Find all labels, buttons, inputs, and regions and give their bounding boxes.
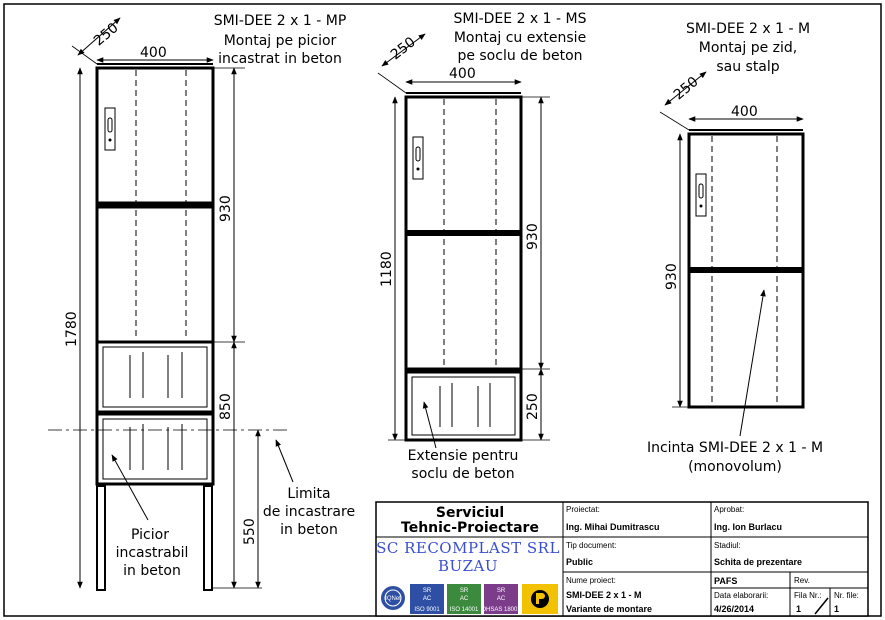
limit-label-3: in beton <box>280 522 338 538</box>
mp-leg-left <box>97 486 105 590</box>
ms-base-extension <box>406 372 521 440</box>
tb-project-value-1: SMI-DEE 2 x 1 - M <box>566 590 642 600</box>
tb-doctype-label: Tip document: <box>566 541 617 550</box>
m-door-lock-icon <box>696 174 706 216</box>
svg-text:AC: AC <box>459 596 469 602</box>
ms-depth-dim: 250 <box>387 34 419 64</box>
m-title: SMI-DEE 2 x 1 - M <box>685 21 811 37</box>
mp-total-height-dim: 1780 <box>64 311 80 347</box>
ms-base-height-dim: 250 <box>525 393 541 420</box>
iqnet-logo-icon <box>381 586 405 610</box>
ext-label-1: Extensie pentru <box>407 448 519 464</box>
mp-cabinet-height-dim: 930 <box>218 195 234 222</box>
mp-leg-right <box>204 486 212 590</box>
ms-subtitle-1: Montaj cu extensie <box>453 30 587 46</box>
mp-door-lock-icon <box>105 108 115 150</box>
tb-date-value: 4/26/2014 <box>714 604 755 614</box>
mp-subtitle-1: Montaj pe picior <box>223 33 337 49</box>
tb-sheets-value: 1 <box>834 604 840 614</box>
mp-extension-lower <box>97 414 213 484</box>
tb-approved-value: Ing. Ion Burlacu <box>714 522 783 532</box>
ms-door-lock-icon <box>413 137 423 179</box>
svg-text:AC: AC <box>496 596 506 602</box>
tb-approved-label: Aprobat: <box>714 505 745 514</box>
tb-rev-label: Rev. <box>794 576 810 585</box>
ms-title: SMI-DEE 2 x 1 - MS <box>453 11 587 27</box>
limit-label-1: Limita <box>287 486 331 502</box>
tb-project-value-2: Variante de montare <box>566 604 653 614</box>
tb-stage-value: Schita de prezentare <box>714 557 803 567</box>
variant-mp-drawing <box>48 13 355 590</box>
ms-width-dim: 400 <box>449 66 476 82</box>
tb-designed-label: Proiectat: <box>566 505 600 514</box>
iso9001-logo-icon <box>410 584 444 614</box>
recomplast-logo-icon <box>522 584 558 614</box>
iso14001-logo-icon <box>447 584 481 614</box>
ext-label-2: soclu de beton <box>411 466 515 482</box>
m-subtitle-2: sau stalp <box>716 59 780 75</box>
limit-label-2: de incastrare <box>262 504 356 520</box>
tb-dept-line-1: Serviciul <box>435 505 505 521</box>
tb-doctype-value: Public <box>566 557 594 567</box>
tb-sheet-label: Fila Nr.: <box>794 591 822 600</box>
m-depth-dim: 250 <box>670 73 702 104</box>
mp-extension-upper <box>97 342 213 412</box>
tb-stage-label: Stadiul: <box>714 541 741 550</box>
m-subtitle-1: Montaj pe zid, <box>698 40 798 56</box>
svg-text:OHSAS 18001: OHSAS 18001 <box>481 607 521 613</box>
tb-code-value: PAFS <box>714 576 738 586</box>
mp-width-dim: 400 <box>140 45 167 61</box>
svg-text:SR: SR <box>496 588 506 594</box>
tb-company-line-1: SC RECOMPLAST SRL <box>376 539 560 557</box>
enc-label-1: Incinta SMI-DEE 2 x 1 - M <box>646 440 824 456</box>
mp-leg-height-dim: 550 <box>242 518 258 545</box>
tb-date-label: Data elaborarii: <box>714 591 769 600</box>
legs-label-3: in beton <box>123 563 181 579</box>
mp-depth-dim: 250 <box>90 19 122 50</box>
ms-subtitle-2: pe soclu de beton <box>457 48 583 64</box>
ms-cabinet-height-dim: 930 <box>525 223 541 250</box>
title-block <box>376 502 868 616</box>
tb-dept-line-2: Tehnic-Proiectare <box>401 520 539 536</box>
svg-text:SR: SR <box>459 588 469 594</box>
tb-project-label: Nume proiect: <box>566 576 616 585</box>
ohsas-logo-icon <box>481 584 521 614</box>
mp-title: SMI-DEE 2 x 1 - MP <box>213 13 347 29</box>
mp-middle-height-dim: 850 <box>218 393 234 420</box>
variant-m-drawing <box>647 21 823 475</box>
tb-sheets-label: Nr. file: <box>834 591 859 600</box>
svg-text:AC: AC <box>422 596 432 602</box>
mp-subtitle-2: incastrat in beton <box>218 51 342 67</box>
variant-ms-drawing <box>378 11 587 482</box>
svg-text:ISO 14001: ISO 14001 <box>449 607 479 613</box>
tb-designed-value: Ing. Mihai Dumitrascu <box>566 522 660 532</box>
svg-text:SR: SR <box>422 588 432 594</box>
m-width-dim: 400 <box>731 104 758 120</box>
tb-sheet-value: 1 <box>796 604 802 614</box>
legs-label-2: incastrabil <box>115 545 189 561</box>
svg-text:IQNet: IQNet <box>385 596 401 602</box>
svg-text:ISO 9001: ISO 9001 <box>414 607 440 613</box>
tb-company-line-2: BUZAU <box>437 557 499 575</box>
enc-label-2: (monovolum) <box>688 459 782 475</box>
m-cabinet-height-dim: 930 <box>664 263 680 290</box>
ms-total-height-dim: 1180 <box>379 251 395 287</box>
legs-label-1: Picior <box>131 527 169 543</box>
